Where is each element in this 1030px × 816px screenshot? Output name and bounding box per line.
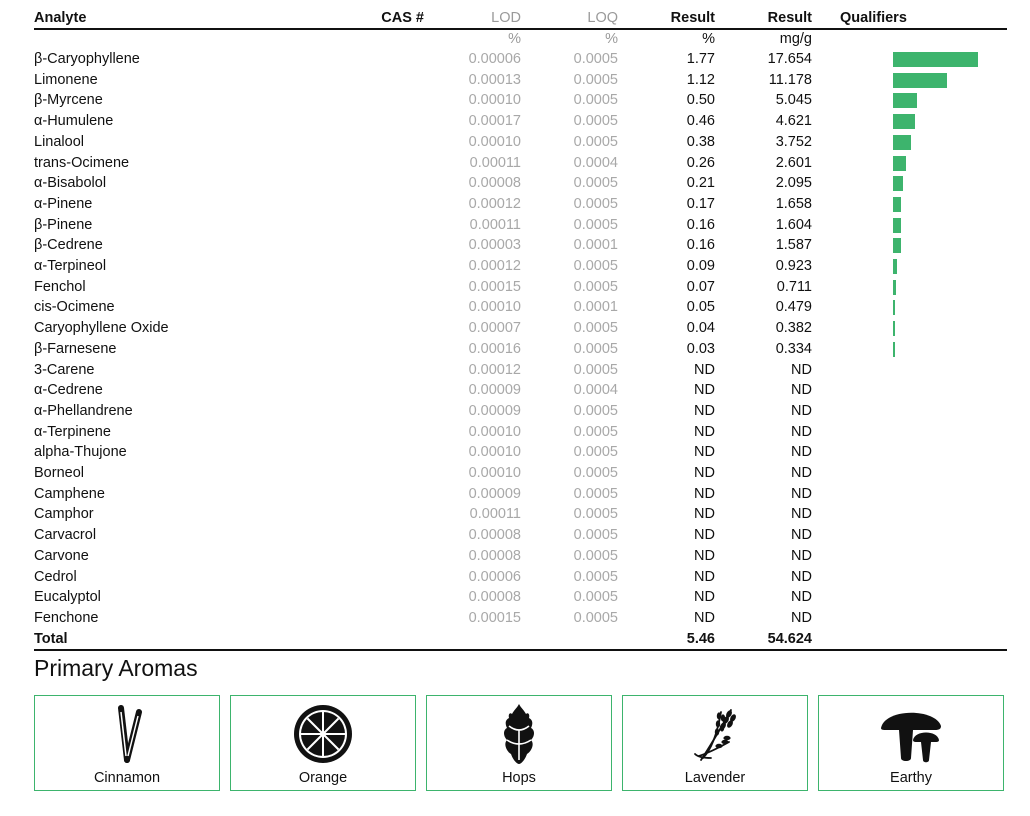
qualifier-cell	[812, 360, 1007, 381]
analyte-cell: alpha-Thujone	[34, 444, 127, 461]
result-pct-cell: 1.12	[686, 71, 715, 88]
cas-cell	[289, 235, 424, 256]
total-pct: 5.46	[618, 629, 715, 651]
cas-cell	[289, 401, 424, 422]
lod-cell: 0.00003	[468, 237, 521, 254]
cas-cell	[289, 153, 424, 174]
loq-cell: 0.0005	[573, 278, 618, 295]
aroma-label: Cinnamon	[93, 770, 161, 786]
lod-unit: %	[508, 31, 521, 47]
loq-cell: 0.0005	[573, 568, 618, 585]
result-mgg-cell: 17.654	[767, 51, 812, 67]
analyte-cell: Fenchone	[34, 609, 99, 626]
result-pct-cell: ND	[694, 568, 715, 585]
aroma-label: Orange	[298, 770, 348, 786]
analyte-cell: α-Bisabolol	[34, 175, 107, 192]
result-bar	[893, 218, 901, 233]
result-mgg-unit: mg/g	[779, 31, 812, 47]
aroma-cards	[34, 695, 1007, 793]
analyte-cell: α-Pinene	[34, 195, 93, 212]
loq-cell: 0.0005	[573, 589, 618, 606]
loq-cell: 0.0005	[573, 527, 618, 544]
result-mgg-cell: ND	[791, 382, 812, 399]
table-row	[34, 525, 1007, 546]
qualifier-cell	[812, 90, 1007, 111]
result-pct-cell: 0.16	[686, 237, 715, 254]
lod-cell: 0.00009	[468, 485, 521, 502]
loq-cell: 0.0005	[573, 444, 618, 461]
qualifier-cell	[812, 380, 1007, 401]
loq-cell: 0.0005	[573, 113, 618, 130]
loq-cell: 0.0005	[573, 51, 618, 67]
lod-cell: 0.00008	[468, 589, 521, 606]
analyte-cell: α-Phellandrene	[34, 402, 133, 419]
lod-cell: 0.00012	[468, 361, 521, 378]
result-mgg-cell: ND	[791, 547, 812, 564]
total-label: Total	[34, 629, 289, 651]
table-row	[34, 70, 1007, 91]
cas-cell	[289, 297, 424, 318]
analyte-cell: β-Myrcene	[34, 92, 103, 109]
cas-cell	[289, 277, 424, 298]
cas-cell	[289, 70, 424, 91]
loq-cell: 0.0005	[573, 506, 618, 523]
qualifier-cell	[812, 215, 1007, 236]
result-mgg-cell: ND	[791, 465, 812, 482]
loq-cell: 0.0001	[573, 299, 618, 316]
lod-cell: 0.00011	[469, 154, 521, 171]
table-row	[34, 277, 1007, 298]
analyte-cell: 3-Carene	[34, 361, 95, 378]
result-pct-cell: 0.05	[686, 299, 715, 316]
qualifier-cell	[812, 608, 1007, 629]
loq-cell: 0.0005	[573, 402, 618, 419]
qualifier-cell	[812, 546, 1007, 567]
qualifiers-header: Qualifiers	[812, 8, 1007, 29]
table-row	[34, 587, 1007, 608]
cas-cell	[289, 111, 424, 132]
result-mgg-cell: 0.382	[775, 320, 812, 337]
qualifier-cell	[812, 567, 1007, 588]
qualifier-cell	[812, 194, 1007, 215]
total-row	[34, 629, 1007, 651]
lod-cell: 0.00010	[468, 299, 521, 316]
table-row	[34, 567, 1007, 588]
cas-cell	[289, 49, 424, 70]
analyte-cell: α-Cedrene	[34, 382, 103, 399]
result-mgg-cell: ND	[791, 506, 812, 523]
cas-cell	[289, 587, 424, 608]
loq-cell: 0.0005	[573, 258, 618, 275]
cas-cell	[289, 608, 424, 629]
table-row	[34, 256, 1007, 277]
result-pct-cell: 1.77	[686, 51, 715, 67]
analyte-cell: Cedrol	[34, 568, 77, 585]
result-pct-cell: 0.50	[686, 92, 715, 109]
result-pct-cell: 0.09	[686, 258, 715, 275]
analyte-cell: β-Farnesene	[34, 340, 117, 357]
result-mgg-cell: ND	[791, 402, 812, 419]
result-mgg-cell: 0.334	[775, 340, 812, 357]
loq-cell: 0.0005	[573, 340, 618, 357]
result-mgg-cell: 0.479	[775, 299, 812, 316]
loq-header: LOQ	[521, 8, 618, 29]
qualifier-cell	[812, 173, 1007, 194]
primary-aromas-title: Primary Aromas	[34, 655, 198, 681]
lod-cell: 0.00009	[468, 402, 521, 419]
table-row	[34, 339, 1007, 360]
total-mgg: 54.624	[715, 629, 812, 651]
result-mgg-cell: ND	[791, 485, 812, 502]
units-row	[34, 29, 1007, 49]
cas-header: CAS #	[289, 8, 424, 29]
qualifier-cell	[812, 463, 1007, 484]
result-pct-cell: 0.16	[686, 216, 715, 233]
analyte-cell: Fenchol	[34, 278, 86, 295]
result-mgg-cell: 0.923	[775, 258, 812, 275]
table-row	[34, 463, 1007, 484]
analyte-cell: α-Terpineol	[34, 258, 107, 275]
cas-cell	[289, 256, 424, 277]
loq-cell: 0.0005	[573, 175, 618, 192]
cas-cell	[289, 339, 424, 360]
qualifier-cell	[812, 153, 1007, 174]
table-row	[34, 194, 1007, 215]
qualifier-cell	[812, 256, 1007, 277]
lod-cell: 0.00009	[468, 382, 521, 399]
aroma-card-orange	[230, 695, 416, 791]
cas-cell	[289, 380, 424, 401]
table-row	[34, 111, 1007, 132]
lod-cell: 0.00007	[468, 320, 521, 337]
qualifier-cell	[812, 49, 1007, 70]
analyte-header: Analyte	[34, 8, 289, 29]
lod-cell: 0.00008	[468, 527, 521, 544]
aroma-label: Lavender	[684, 770, 746, 786]
qualifier-cell	[812, 442, 1007, 463]
lod-cell: 0.00008	[468, 175, 521, 192]
loq-cell: 0.0005	[573, 361, 618, 378]
aroma-card-cinnamon	[34, 695, 220, 791]
result-mgg-cell: ND	[791, 589, 812, 606]
result-bar	[893, 176, 903, 191]
loq-cell: 0.0005	[573, 71, 618, 88]
result-pct-cell: 0.17	[686, 195, 715, 212]
analyte-cell: β-Pinene	[34, 216, 93, 233]
result-pct-unit: %	[702, 31, 715, 47]
cas-cell	[289, 463, 424, 484]
aroma-card-hops	[426, 695, 612, 791]
result-bar	[893, 73, 947, 88]
cas-cell	[289, 173, 424, 194]
qualifier-cell	[812, 587, 1007, 608]
result-mgg-cell: ND	[791, 609, 812, 626]
hops-icon	[485, 702, 553, 766]
result-pct-cell: ND	[694, 402, 715, 419]
loq-cell: 0.0005	[573, 195, 618, 212]
loq-cell: 0.0005	[573, 485, 618, 502]
result-pct-cell: ND	[694, 485, 715, 502]
result-pct-header: Result	[618, 8, 715, 29]
loq-cell: 0.0005	[573, 216, 618, 233]
lod-cell: 0.00010	[468, 133, 521, 150]
table-row	[34, 153, 1007, 174]
lod-cell: 0.00006	[468, 51, 521, 67]
analyte-cell: Carvacrol	[34, 527, 97, 544]
result-bar	[893, 135, 911, 150]
result-pct-cell: 0.21	[686, 175, 715, 192]
cas-cell	[289, 484, 424, 505]
analyte-cell: Limonene	[34, 71, 98, 88]
table-row	[34, 484, 1007, 505]
loq-cell: 0.0005	[573, 609, 618, 626]
result-mgg-header: Result	[715, 8, 812, 29]
result-pct-cell: ND	[694, 423, 715, 440]
table-row	[34, 380, 1007, 401]
cas-cell	[289, 567, 424, 588]
table-row	[34, 297, 1007, 318]
lod-cell: 0.00011	[469, 216, 521, 233]
result-mgg-cell: 4.621	[775, 113, 812, 130]
analyte-cell: Carvone	[34, 547, 89, 564]
loq-unit: %	[605, 31, 618, 47]
lod-cell: 0.00010	[468, 423, 521, 440]
result-pct-cell: 0.38	[686, 133, 715, 150]
qualifier-cell	[812, 525, 1007, 546]
terpene-report	[34, 8, 1007, 651]
cas-cell	[289, 442, 424, 463]
table-row	[34, 132, 1007, 153]
lod-cell: 0.00011	[469, 506, 521, 523]
loq-cell: 0.0005	[573, 92, 618, 109]
result-pct-cell: 0.26	[686, 154, 715, 171]
result-mgg-cell: ND	[791, 444, 812, 461]
lod-header: LOD	[424, 8, 521, 29]
qualifier-cell	[812, 401, 1007, 422]
header-row	[34, 8, 1007, 29]
loq-cell: 0.0005	[573, 465, 618, 482]
qualifier-cell	[812, 70, 1007, 91]
loq-cell: 0.0005	[573, 320, 618, 337]
result-pct-cell: ND	[694, 589, 715, 606]
lod-cell: 0.00010	[468, 465, 521, 482]
result-pct-cell: 0.07	[686, 278, 715, 295]
result-pct-cell: ND	[694, 506, 715, 523]
analyte-cell: β-Caryophyllene	[34, 51, 140, 67]
aroma-label: Hops	[502, 770, 536, 786]
result-pct-cell: ND	[694, 361, 715, 378]
qualifier-cell	[812, 277, 1007, 298]
analyte-cell: cis-Ocimene	[34, 299, 115, 316]
qualifier-cell	[812, 111, 1007, 132]
lod-cell: 0.00008	[468, 547, 521, 564]
result-bar	[893, 93, 917, 108]
qualifier-cell	[812, 484, 1007, 505]
result-bar	[893, 280, 896, 295]
cas-cell	[289, 360, 424, 381]
result-mgg-cell: 5.045	[775, 92, 812, 109]
result-bar	[893, 300, 895, 315]
lod-cell: 0.00013	[468, 71, 521, 88]
result-mgg-cell: ND	[791, 568, 812, 585]
result-pct-cell: ND	[694, 547, 715, 564]
qualifier-cell	[812, 132, 1007, 153]
cas-cell	[289, 90, 424, 111]
result-pct-cell: ND	[694, 609, 715, 626]
analyte-cell: Caryophyllene Oxide	[34, 320, 169, 337]
qualifier-cell	[812, 235, 1007, 256]
result-pct-cell: 0.04	[686, 320, 715, 337]
lod-cell: 0.00006	[468, 568, 521, 585]
table-row	[34, 608, 1007, 629]
result-mgg-cell: 1.587	[775, 237, 812, 254]
qualifier-cell	[812, 422, 1007, 443]
qualifier-cell	[812, 339, 1007, 360]
result-pct-cell: ND	[694, 444, 715, 461]
qualifier-cell	[812, 504, 1007, 525]
result-bar	[893, 52, 978, 67]
result-bar	[893, 321, 895, 336]
table-row	[34, 360, 1007, 381]
result-mgg-cell: 2.095	[775, 175, 812, 192]
loq-cell: 0.0005	[573, 423, 618, 440]
result-pct-cell: ND	[694, 382, 715, 399]
cas-cell	[289, 132, 424, 153]
analyte-cell: Camphene	[34, 485, 105, 502]
result-mgg-cell: ND	[791, 527, 812, 544]
result-mgg-cell: 1.604	[775, 216, 812, 233]
loq-cell: 0.0005	[573, 547, 618, 564]
result-bar	[893, 156, 906, 171]
result-bar	[893, 342, 895, 357]
table-row	[34, 215, 1007, 236]
analyte-cell: α-Humulene	[34, 113, 114, 130]
cas-cell	[289, 215, 424, 236]
aroma-label: Earthy	[890, 770, 932, 786]
result-pct-cell: 0.46	[686, 113, 715, 130]
lod-cell: 0.00015	[468, 278, 521, 295]
table-row	[34, 90, 1007, 111]
result-mgg-cell: 2.601	[775, 154, 812, 171]
result-mgg-cell: 11.178	[768, 71, 812, 88]
lod-cell: 0.00010	[468, 444, 521, 461]
analyte-cell: α-Terpinene	[34, 423, 111, 440]
earthy-icon	[877, 702, 945, 766]
aroma-card-lavender	[622, 695, 808, 791]
result-pct-cell: ND	[694, 465, 715, 482]
analyte-cell: trans-Ocimene	[34, 154, 130, 171]
analyte-cell: Eucalyptol	[34, 589, 101, 606]
result-bar	[893, 197, 901, 212]
lod-cell: 0.00012	[468, 195, 521, 212]
qualifier-cell	[812, 318, 1007, 339]
result-pct-cell: 0.03	[686, 340, 715, 357]
loq-cell: 0.0004	[573, 382, 618, 399]
qualifier-cell	[812, 297, 1007, 318]
result-mgg-cell: 1.658	[775, 195, 812, 212]
lod-cell: 0.00015	[468, 609, 521, 626]
table-row	[34, 442, 1007, 463]
result-mgg-cell: ND	[791, 361, 812, 378]
lod-cell: 0.00016	[468, 340, 521, 357]
table-row	[34, 235, 1007, 256]
result-mgg-cell: ND	[791, 423, 812, 440]
cas-cell	[289, 525, 424, 546]
table-row	[34, 318, 1007, 339]
table-row	[34, 401, 1007, 422]
cas-cell	[289, 546, 424, 567]
result-bar	[893, 259, 897, 274]
analyte-cell: β-Cedrene	[34, 237, 103, 254]
orange-icon	[289, 702, 357, 766]
loq-cell: 0.0004	[573, 154, 618, 171]
result-mgg-cell: 0.711	[776, 278, 812, 295]
terpene-table	[34, 8, 1007, 651]
table-row	[34, 504, 1007, 525]
result-bar	[893, 238, 901, 253]
table-row	[34, 546, 1007, 567]
lavender-icon	[681, 702, 749, 766]
aroma-card-earthy	[818, 695, 1004, 791]
analyte-cell: Borneol	[34, 465, 84, 482]
loq-cell: 0.0005	[573, 133, 618, 150]
cas-cell	[289, 194, 424, 215]
cas-cell	[289, 504, 424, 525]
result-bar	[893, 114, 915, 129]
lod-cell: 0.00010	[468, 92, 521, 109]
cas-cell	[289, 318, 424, 339]
analyte-cell: Camphor	[34, 506, 94, 523]
lod-cell: 0.00017	[468, 113, 521, 130]
analyte-cell: Linalool	[34, 133, 84, 150]
result-pct-cell: ND	[694, 527, 715, 544]
result-mgg-cell: 3.752	[775, 133, 812, 150]
table-row	[34, 422, 1007, 443]
loq-cell: 0.0001	[573, 237, 618, 254]
cas-cell	[289, 422, 424, 443]
table-row	[34, 49, 1007, 70]
cinnamon-icon	[93, 702, 161, 766]
table-row	[34, 173, 1007, 194]
lod-cell: 0.00012	[468, 258, 521, 275]
